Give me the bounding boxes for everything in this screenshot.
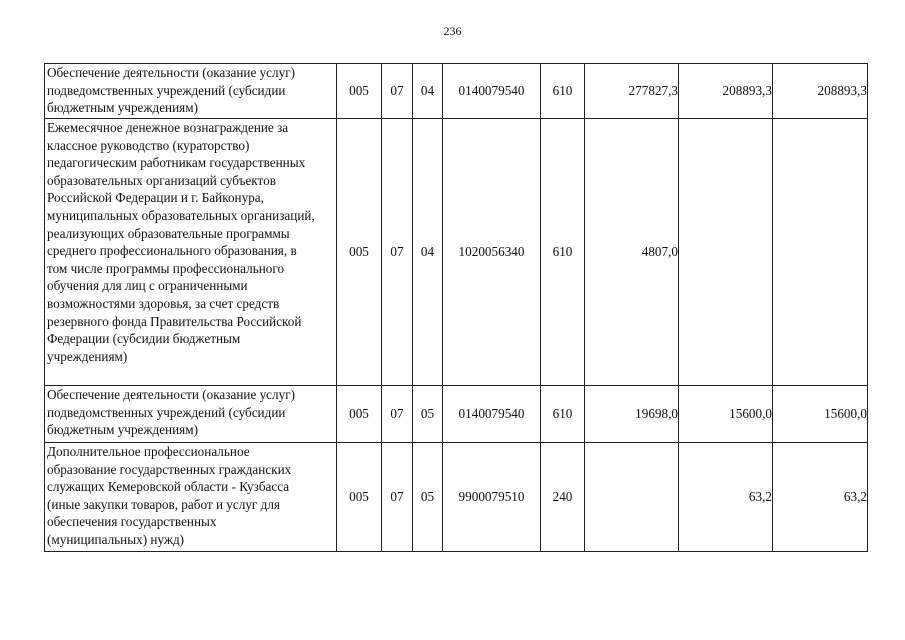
- section-cell: 07: [382, 386, 413, 443]
- target-article-cell: 1020056340: [443, 119, 541, 386]
- description-cell: Ежемесячное денежное вознаграждение за классное руководство (кураторство) педагогическим работникам государственных образовательных организаций субъектов Российской Федерации и г. Байконура, муниципальных образовательных организаций, реализующих образовательные программы среднего профессионального образования, в том числе программы профессионального обучения для лиц с ограниченными возможностями здоровья, за счет средств резервного фонда Правительства Российской Федерации (субсидии бюджетным учреждениям): [45, 119, 337, 386]
- description-cell: Обеспечение деятельности (оказание услуг) подведомственных учреждений (субсидии бюджетным учреждениям): [45, 64, 337, 119]
- section-cell: 07: [382, 119, 413, 386]
- budget-table: [44, 63, 868, 552]
- amount-year2-cell: 208893,3: [679, 64, 773, 119]
- amount-year3-cell: [773, 119, 868, 386]
- subsection-cell: 04: [413, 119, 443, 386]
- table-row: [45, 386, 868, 443]
- amount-year1-cell: 277827,3: [585, 64, 679, 119]
- target-article-cell: 9900079510: [443, 443, 541, 552]
- table-row: [45, 443, 868, 552]
- ministry-code-cell: 005: [337, 443, 382, 552]
- table-row: [45, 64, 868, 119]
- expense-type-cell: 240: [541, 443, 585, 552]
- amount-year1-cell: 19698,0: [585, 386, 679, 443]
- description-cell: Обеспечение деятельности (оказание услуг) подведомственных учреждений (субсидии бюджетным учреждениям): [45, 386, 337, 443]
- ministry-code-cell: 005: [337, 64, 382, 119]
- amount-year1-cell: 4807,0: [585, 119, 679, 386]
- expense-type-cell: 610: [541, 386, 585, 443]
- ministry-code-cell: 005: [337, 386, 382, 443]
- subsection-cell: 04: [413, 64, 443, 119]
- section-cell: 07: [382, 443, 413, 552]
- page-number: 236: [443, 24, 462, 38]
- amount-year3-cell: 208893,3: [773, 64, 868, 119]
- expense-type-cell: 610: [541, 64, 585, 119]
- amount-year2-cell: 15600,0: [679, 386, 773, 443]
- amount-year2-cell: [679, 119, 773, 386]
- amount-year3-cell: 63,2: [773, 443, 868, 552]
- ministry-code-cell: 005: [337, 119, 382, 386]
- target-article-cell: 0140079540: [443, 386, 541, 443]
- table-row: [45, 119, 868, 386]
- target-article-cell: 0140079540: [443, 64, 541, 119]
- amount-year1-cell: [585, 443, 679, 552]
- subsection-cell: 05: [413, 386, 443, 443]
- expense-type-cell: 610: [541, 119, 585, 386]
- section-cell: 07: [382, 64, 413, 119]
- subsection-cell: 05: [413, 443, 443, 552]
- description-cell: Дополнительное профессиональное образование государственных гражданских служащих Кемеровской области - Кузбасса (иные закупки товаров, работ и услуг для обеспечения государственных (муниципальных) нужд): [45, 443, 337, 552]
- amount-year2-cell: 63,2: [679, 443, 773, 552]
- amount-year3-cell: 15600,0: [773, 386, 868, 443]
